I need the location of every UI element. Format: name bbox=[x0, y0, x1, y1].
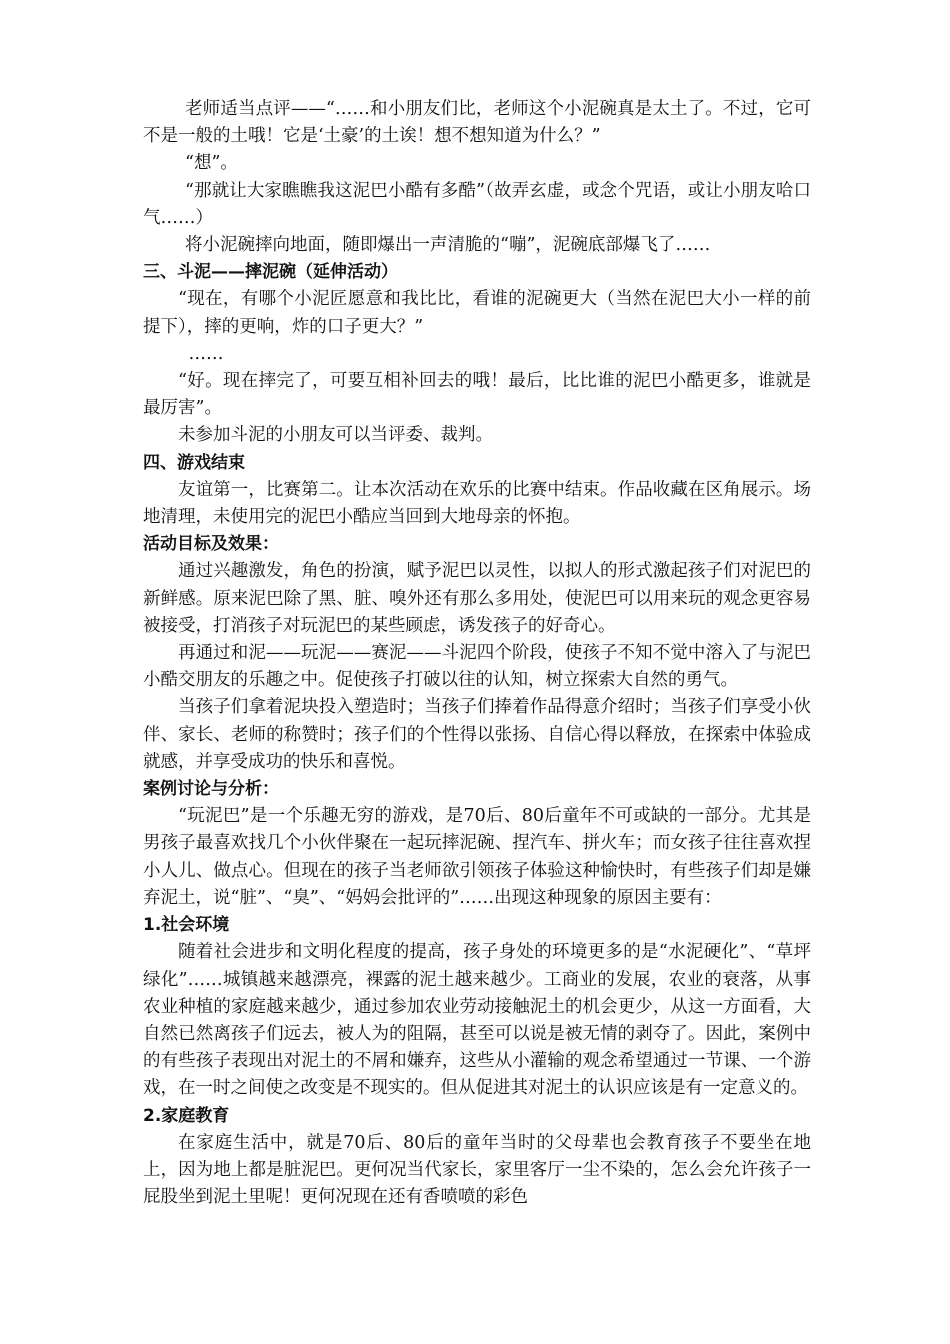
paragraph-family: 在家庭生活中，就是70后、80后的童年当时的父母辈也会教育孩子不要坐在地上，因为地上都是脏泥巴。更何况当代家长，家里客厅一尘不染的，怎么会允许孩子一屁股坐到泥土里呢！更何况现在还有香喷喷的彩色 bbox=[143, 1132, 811, 1208]
paragraph-goals-2: 再通过和泥——玩泥——赛泥——斗泥四个阶段，使孩子不知不觉中溶入了与泥巴小酷交朋友的乐趣之中。促使孩子打破以往的认知，树立探索大自然的勇气。 bbox=[143, 643, 811, 691]
section-heading-social: 1.社会环境 bbox=[143, 915, 230, 936]
paragraph-challenge: “现在，有哪个小泥匠愿意和我比比，看谁的泥碗更大（当然在泥巴大小一样的前提下），摔的更响，炸的口子更大？” bbox=[143, 289, 811, 337]
paragraph-throw-bowl: 将小泥碗摔向地面，随即爆出一声清脆的“嘣”，泥碗底部爆飞了…… bbox=[185, 235, 711, 256]
section-heading-3: 三、斗泥——摔泥碗（延伸活动） bbox=[143, 262, 398, 283]
section-heading-goals: 活动目标及效果： bbox=[143, 534, 279, 555]
section-heading-4: 四、游戏结束 bbox=[143, 452, 245, 473]
section-heading-family: 2.家庭教育 bbox=[143, 1105, 230, 1126]
paragraph-goals-1: 通过兴趣激发，角色的扮演，赋予泥巴以灵性，以拟人的形式激起孩子们对泥巴的新鲜感。原来泥巴除了黑、脏、嗅外还有那么多用处，使泥巴可以用来玩的观念更容易被接受，打消孩子对玩泥巴的某些顾虑，诱发孩子的好奇心。 bbox=[143, 561, 811, 636]
paragraph-repair: “好。现在摔完了，可要互相补回去的哦！最后，比比谁的泥巴小酷更多，谁就是最厉害”。 bbox=[143, 371, 811, 419]
paragraph-teacher-show: “那就让大家瞧瞧我这泥巴小酷有多酷”（故弄玄虚，或念个咒语，或让小朋友哈口气……） bbox=[143, 180, 811, 228]
paragraph-game-end: 友谊第一，比赛第二。让本次活动在欢乐的比赛中结束。作品收藏在区角展示。场地清理，未使用完的泥巴小酷应当回到大地母亲的怀抱。 bbox=[143, 479, 811, 528]
paragraph-goals-3: 当孩子们拿着泥块投入塑造时；当孩子们捧着作品得意介绍时；当孩子们享受小伙伴、家长、老师的称赞时；孩子们的个性得以张扬、自信心得以释放，在探索中体验成就感，并享受成功的快乐和喜悦。 bbox=[143, 697, 811, 772]
paragraph-social: 随着社会进步和文明化程度的提高，孩子身处的环境更多的是“水泥硬化”、“草坪绿化”……城镇越来越漂亮，裸露的泥土越来越少。工商业的发展，农业的衰落，从事农业种植的家庭越来越少，通过参加农业劳动接触泥土的机会更少，从这一方面看，大自然已然离孩子们远去，被人为的阻隔，甚至可以说是被无情的剥夺了。因此，案例中的有些孩子表现出对泥土的不屑和嫌弃，这些从小灌输的观念希望通过一节课、一个游戏，在一时之间使之改变是不现实的。但从促进其对泥土的认识应该是有一定意义的。 bbox=[143, 942, 811, 1099]
paragraph-teacher-comment: 老师适当点评——“……和小朋友们比，老师这个小泥碗真是太土了。不过，它可不是一般的土哦！它是‘土豪’的土诶！想不想知道为什么？” bbox=[143, 99, 811, 147]
paragraph-ellipsis: …… bbox=[188, 343, 224, 364]
paragraph-judges: 未参加斗泥的小朋友可以当评委、裁判。 bbox=[178, 425, 493, 446]
paragraph-children-reply: “想”。 bbox=[185, 153, 238, 174]
section-heading-discussion: 案例讨论与分析： bbox=[143, 779, 279, 800]
paragraph-discussion: “玩泥巴”是一个乐趣无穷的游戏，是70后、80后童年不可或缺的一部分。尤其是男孩子最喜欢找几个小伙伴聚在一起玩摔泥碗、捏汽车、拼火车；而女孩子往往喜欢捏小人儿、做点心。但现在的孩子当老师欲引领孩子体验这种愉快时，有些孩子们却是嫌弃泥土，说“脏”、“臭”、“妈妈会批评的”……出现这种现象的原因主要有： bbox=[143, 806, 811, 908]
document-page bbox=[143, 96, 811, 1211]
